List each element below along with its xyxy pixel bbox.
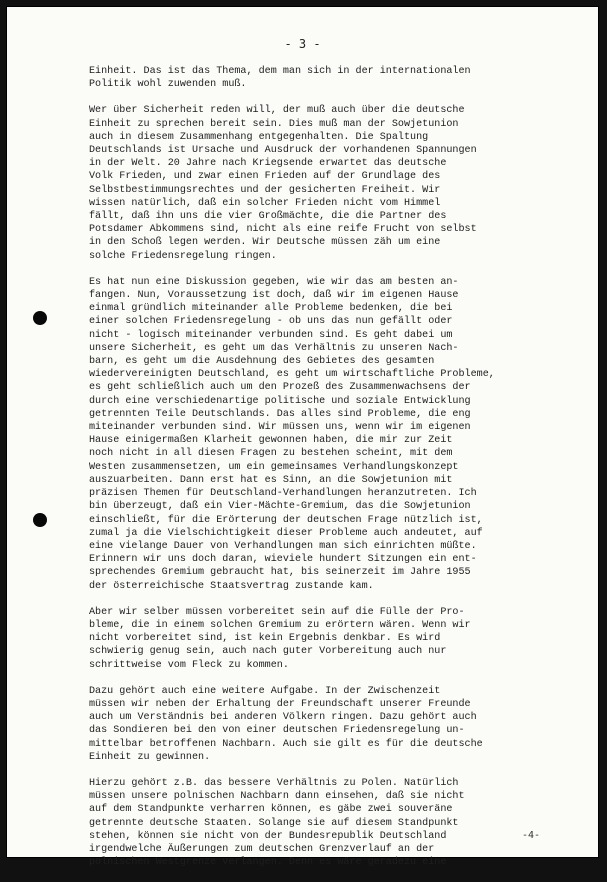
text-line: wissen natürlich, daß ein solcher Frieden nicht vom Himmel (89, 197, 441, 209)
text-line: einmal gründlich miteinander alle Probleme bedenken, die bei (89, 303, 453, 315)
text-line: mittelbar betroffenen Nachbarn. Auch sie gilt es für die deutsche (89, 738, 483, 750)
text-line: barn, es geht um die Ausdehnung des Gebietes des gesamten (89, 356, 435, 368)
text-line: es geht schließlich auch um den Prozeß des Zusammenwachsens der (89, 382, 471, 394)
text-line: unsere Sicherheit, es geht um das Verhältnis zu unseren Nach- (89, 342, 459, 354)
text-line: schrittweise vom Fleck zu kommen. (89, 659, 289, 671)
text-line: auch um Verständnis bei anderen Völkern ringen. Dazu gehört auch (89, 712, 477, 724)
page-number: - 3 - (284, 37, 321, 51)
text-line: auch in diesem Zusammenhang entgegenhalten. Die Spaltung (89, 131, 429, 143)
text-line: Hierzu gehört z.B. das bessere Verhältnis zu Polen. Natürlich (89, 777, 459, 789)
text-line: Einheit. Das ist das Thema, dem man sich in der internationalen (89, 66, 471, 77)
text-line: einer solchen Friedensregelung - ob uns das nun gefällt oder (89, 316, 453, 328)
paragraph (89, 606, 589, 672)
text-line: auf dem Standpunkte verharren können, es gäbe zwei souveräne (89, 804, 453, 816)
text-line: auszuarbeiten. Dann erst hat es Sinn, an die Sowjetunion mit (89, 474, 453, 486)
text-line: müssen wir neben der Erhaltung der Freundschaft unserer Freunde (89, 698, 471, 710)
text-line: müssen unsere polnischen Nachbarn dann einsehen, daß sie nicht (89, 791, 465, 803)
text-line: bin überzeugt, daß ein Vier-Mächte-Gremium, das die Sowjetunion (89, 501, 471, 513)
text-line: durch eine verschiedenartige politische und soziale Entwicklung (89, 395, 471, 407)
text-line: irgendwelche Äußerungen zum deutschen Grenzverlauf an der (89, 843, 435, 855)
text-line: Einheit zu gewinnen. (89, 751, 211, 763)
text-line: Aber wir selber müssen vorbereitet sein auf die Fülle der Pro- (89, 606, 465, 618)
text-line: Politik wohl zuwenden muß. (89, 79, 247, 91)
paragraph (89, 276, 589, 593)
text-line: Hause einigermaßen Klarheit gewonnen haben, die mir zur Zeit (89, 435, 453, 447)
text-line: Volk Frieden, und zwar einen Frieden auf der Grundlage des (89, 171, 441, 183)
text-line: einschließt, für die Erörterung der deutschen Frage nützlich ist, (89, 514, 483, 526)
text-line: polnischen Westgrenze verlangen. Denn es wäre geradezu eine (89, 857, 447, 869)
text-line: schwierig genug sein, auch nach guter Vorbereitung auch nur (89, 646, 447, 658)
text-line: miteinander verbunden sind. Wir müssen uns, wenn wir im eigenen (89, 422, 471, 434)
text-line: präzisen Themen für Deutschland-Verhandlungen heranzutreten. Ich (89, 488, 477, 500)
text-line: nicht - logisch miteinander verbunden sind. Es geht dabei um (89, 329, 453, 341)
text-line: fangen. Nun, Voraussetzung ist doch, daß wir im eigenen Hause (89, 290, 459, 302)
punch-hole-bottom (33, 513, 47, 527)
text-line: Potsdamer Abkommens sind, nicht als eine reife Frucht von selbst (89, 224, 477, 236)
text-line: Deutschlands ist Ursache und Ausdruck der vorhandenen Spannungen (89, 145, 477, 157)
text-line: in den Schoß legen werden. Wir Deutsche müssen zäh um eine (89, 237, 441, 249)
paragraph (89, 777, 589, 869)
text-line: in der Welt. 20 Jahre nach Kriegsende erwartet das deutsche (89, 158, 447, 170)
text-line: Dazu gehört auch eine weitere Aufgabe. In der Zwischenzeit (89, 685, 441, 697)
text-line: Erinnern wir uns doch daran, wieviele hundert Sitzungen ein ent- (89, 554, 477, 566)
paragraph (89, 685, 589, 764)
text-line: zumal ja die Vielschichtigkeit dieser Probleme auch andeutet, auf (89, 527, 483, 539)
text-line: getrennten Teile Deutschlands. Das alles sind Probleme, die eng (89, 408, 471, 420)
text-line: solche Friedensregelung ringen. (89, 250, 277, 262)
text-line: fällt, daß ihn uns die vier Großmächte, die die Partner des (89, 211, 447, 223)
text-line: Einheit zu sprechen bereit sein. Dies muß man der Sowjetunion (89, 118, 459, 130)
paragraph (89, 65, 589, 91)
text-line: der österreichische Staatsvertrag zustande kam. (89, 580, 374, 592)
text-line: noch nicht in all diesen Fragen zu bestehen scheint, mit dem (89, 448, 453, 460)
text-line: Westen zusammensetzen, um ein gemeinsames Verhandlungskonzept (89, 461, 459, 473)
text-line: wiedervereinigten Deutschland, es geht um wirtschaftliche Probleme, (89, 369, 495, 381)
text-line: Selbstbestimmungsrechtes und der gesicherten Freiheit. Wir (89, 184, 441, 196)
text-line: eine vielange Dauer von Verhandlungen man sich einrichten müßte. (89, 540, 477, 552)
text-line: bleme, die in einem solchen Gremium zu erörtern wären. Wenn wir (89, 619, 471, 631)
paragraph (89, 104, 589, 262)
text-line: stehen, können sie nicht von der Bundesrepublik Deutschland (89, 830, 447, 842)
document-page (6, 6, 599, 869)
text-line: sprechendes Gremium gebraucht hat, bis seinerzeit im Jahre 1955 (89, 567, 471, 579)
punch-hole-top (33, 311, 47, 325)
text-line: nicht vorbereitet sind, ist kein Ergebnis denkbar. Es wird (89, 633, 441, 645)
text-line: getrennte deutsche Staaten. Solange sie auf diesem Standpunkt (89, 817, 459, 829)
continuation-marker: -4- (521, 830, 540, 841)
text-line: Wer über Sicherheit reden will, der muß auch über die deutsche (89, 105, 465, 117)
document-body (89, 65, 589, 882)
text-line: Es hat nun eine Diskussion gegeben, wie wir das am besten an- (89, 276, 459, 288)
text-line: das Sondieren bei den von einer deutschen Friedensregelung un- (89, 725, 465, 737)
